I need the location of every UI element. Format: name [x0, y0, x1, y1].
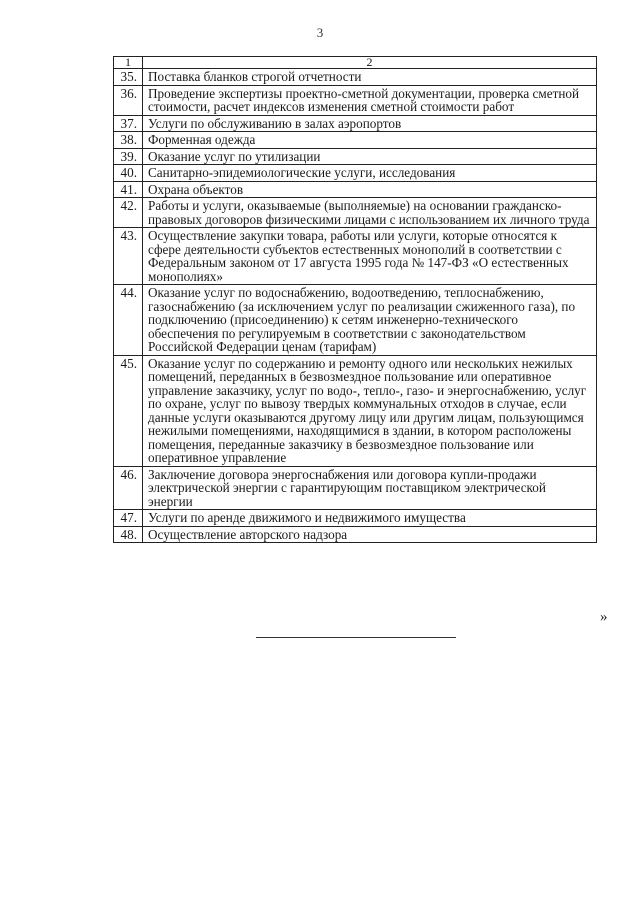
row-text: Осуществление закупки товара, работы или услуги, которые относятся к сфере деятельности субъектов естественных монополий в соответствии с Федеральным законом от 17 августа 1995 года № 147-ФЗ «О естественных монополиях»: [143, 228, 597, 285]
row-number: 47.: [114, 510, 143, 527]
closing-quote: »: [600, 609, 608, 625]
row-number: 43.: [114, 228, 143, 285]
row-number: 39.: [114, 148, 143, 165]
row-number: 46.: [114, 466, 143, 510]
table-row: [114, 285, 597, 356]
row-text: Услуги по аренде движимого и недвижимого имущества: [143, 510, 597, 527]
row-text: Оказание услуг по утилизации: [143, 148, 597, 165]
row-text: Санитарно-эпидемиологические услуги, исследования: [143, 165, 597, 182]
table-row: [114, 115, 597, 132]
row-text: Охрана объектов: [143, 181, 597, 198]
table-row: [114, 69, 597, 86]
row-number: 41.: [114, 181, 143, 198]
table-row: [114, 510, 597, 527]
separator-line: [256, 637, 456, 638]
table-header-row: [114, 57, 597, 69]
row-number: 36.: [114, 85, 143, 115]
table-row: [114, 181, 597, 198]
table-row: [114, 165, 597, 182]
table-row: [114, 466, 597, 510]
row-number: 37.: [114, 115, 143, 132]
table-row: [114, 228, 597, 285]
row-number: 45.: [114, 355, 143, 466]
row-number: 35.: [114, 69, 143, 86]
row-text: Работы и услуги, оказываемые (выполняемые) на основании гражданско-правовых договоров физическими лицами с использованием их личного труда: [143, 198, 597, 228]
table-row: [114, 526, 597, 543]
row-number: 44.: [114, 285, 143, 356]
row-text: Услуги по обслуживанию в залах аэропортов: [143, 115, 597, 132]
header-col-description: 2: [143, 57, 597, 69]
row-text: Форменная одежда: [143, 132, 597, 149]
row-text: Заключение договора энергоснабжения или договора купли-продажи электрической энергии с гарантирующим поставщиком электрической энергии: [143, 466, 597, 510]
row-text: Проведение экспертизы проектно-сметной документации, проверка сметной стоимости, расчет индексов изменения сметной стоимости работ: [143, 85, 597, 115]
services-table: [113, 56, 597, 543]
table-row: [114, 355, 597, 466]
header-col-number: 1: [114, 57, 143, 69]
row-number: 42.: [114, 198, 143, 228]
table-row: [114, 198, 597, 228]
table-row: [114, 85, 597, 115]
row-text: Поставка бланков строгой отчетности: [143, 69, 597, 86]
row-text: Оказание услуг по содержанию и ремонту одного или нескольких нежилых помещений, переданных в безвозмездное пользование или оперативное управление заказчику, услуг по водо-, тепло-, газо- и энергоснабжению, услуг по охране, услуг по вывозу твердых коммунальных отходов в случае, если данные услуги оказываются другому лицу или другим лицам, пользующимся нежилыми помещениями, находящимися в здании, в котором расположены помещения, переданные заказчику в безвозмездное пользование или оперативное управление: [143, 355, 597, 466]
table-row: [114, 132, 597, 149]
page-number: 3: [316, 25, 324, 40]
row-number: 40.: [114, 165, 143, 182]
row-number: 48.: [114, 526, 143, 543]
table-row: [114, 148, 597, 165]
row-text: Оказание услуг по водоснабжению, водоотведению, теплоснабжению, газоснабжению (за исключением услуг по реализации сжиженного газа), по подключению (присоединению) к сетям инженерно-технического обеспечения по регулируемым в соответствии с законодательством Российской Федерации ценам (тарифам): [143, 285, 597, 356]
row-text: Осуществление авторского надзора: [143, 526, 597, 543]
row-number: 38.: [114, 132, 143, 149]
